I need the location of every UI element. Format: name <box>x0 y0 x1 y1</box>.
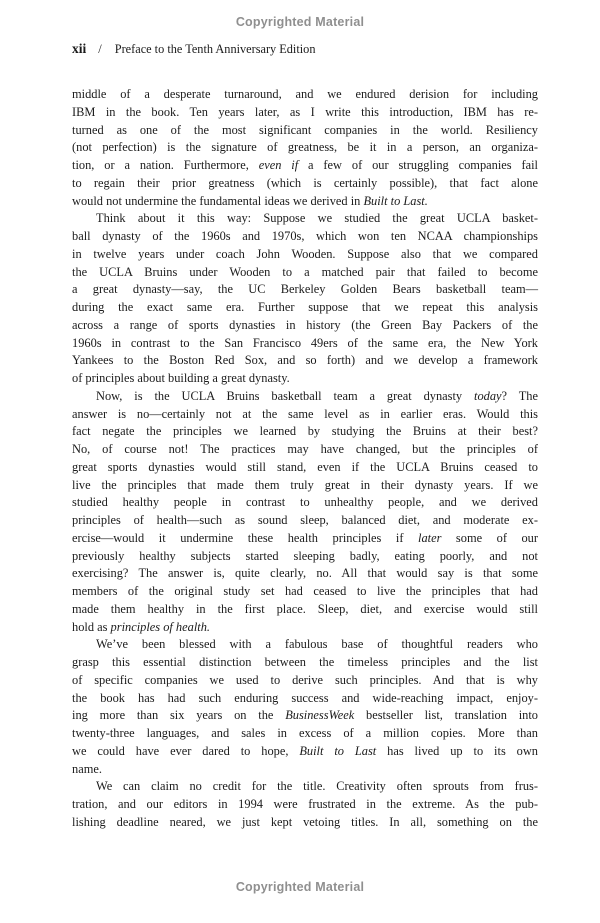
text-line: would not undermine the fundamental ideas we derived in Built to Last. <box>72 193 428 208</box>
text-line: previously healthy subjects started sleeping badly, eating poorly, and not <box>72 548 538 563</box>
text-line: name. <box>72 761 102 776</box>
text-line: ercise—would it undermine these health principles if later some of our <box>72 530 538 545</box>
paragraph <box>72 778 538 831</box>
text-line: tion, or a nation. Furthermore, even if a few of our struggling companies fail <box>72 158 538 172</box>
text-line: We can claim no credit for the title. Creativity often sprouts from frus- <box>96 779 538 794</box>
text-line: No, of course not! The practices may have changed, but the principles of <box>72 442 538 456</box>
text-line: turned as one of the most significant companies in the world. Resiliency <box>72 122 538 137</box>
text-line: ing more than six years on the BusinessWeek bestseller list, translation into <box>72 708 538 723</box>
text-line: of principles about building a great dynasty. <box>72 371 290 385</box>
text-line: a great dynasty—say, the UC Berkeley Golden Bears basketball team— <box>72 282 538 297</box>
text-line: in twelve years under coach John Wooden. Suppose also that we compared <box>72 246 538 261</box>
text-line: fact negate the principles we learned by studying the Bruins at their best? <box>72 424 538 439</box>
copyright-notice-bottom: Copyrighted Material <box>235 880 365 894</box>
paragraph <box>72 210 538 388</box>
header-separator: / <box>98 42 102 56</box>
text-line: during the exact same era. Further suppose that we repeat this analysis <box>72 300 538 314</box>
text-line: tration, and our editors in 1994 were frustrated in the extreme. As the pub- <box>72 797 538 811</box>
page-number: xii <box>72 41 87 56</box>
copyright-notice-top: Copyrighted Material <box>235 15 365 29</box>
text-line: lishing deadline neared, we just kept vetoing titles. In all, something on the <box>72 814 538 829</box>
running-title: Preface to the Tenth Anniversary Edition <box>114 42 316 56</box>
text-line: great sports dynasties would still stand, even if the UCLA Bruins ceased to <box>72 459 538 474</box>
text-line: across a range of sports dynasties in history (the Green Bay Packers of the <box>72 317 538 332</box>
text-line: members of the original study set had ceased to live the principles that had <box>72 584 538 598</box>
paragraph <box>72 388 538 637</box>
text-line: the book has had such enduring success and wide-reaching impact, enjoy- <box>72 690 538 705</box>
text-line: live the principles that made them truly great in their dynasty years. If we <box>72 477 538 492</box>
text-line: of specific companies we used to derive such principles. And that is why <box>72 672 538 687</box>
page-body <box>72 86 538 832</box>
text-line: middle of a desperate turnaround, and we endured derision for including <box>72 87 538 101</box>
text-line: IBM in the book. Ten years later, as I write this introduction, IBM has re- <box>72 104 538 119</box>
text-line: We’ve been blessed with a fabulous base of thoughtful readers who <box>96 637 538 652</box>
text-line: hold as principles of health. <box>72 619 211 634</box>
running-header <box>72 40 538 58</box>
text-line: (not perfection) is the signature of greatness, be it in a person, an organiza- <box>72 140 538 155</box>
text-line: studied healthy people in contrast to unhealthy people, and we derived <box>72 495 538 510</box>
text-line: we could have ever dared to hope, Built to Last has lived up to its own <box>72 743 539 758</box>
text-line: ball dynasty of the 1960s and 1970s, which won ten NCAA championships <box>72 229 538 243</box>
text-line: Now, is the UCLA Bruins basketball team a great dynasty today? The <box>96 388 538 403</box>
text-line: 1960s in contrast to the San Francisco 49ers of the same era, the New York <box>72 335 538 350</box>
text-line: answer is no—certainly not at the same level as in earlier eras. Would this <box>72 406 538 421</box>
text-line: Think about it this way: Suppose we studied the great UCLA basket- <box>96 211 538 226</box>
text-line: grasp this essential distinction between the timeless principles and the list <box>72 655 538 669</box>
paragraph <box>72 636 538 778</box>
text-line: principles of health—such as sound sleep, balanced diet, and moderate ex- <box>72 513 538 527</box>
text-line: the UCLA Bruins under Wooden to a matched pair that failed to become <box>72 264 538 279</box>
text-line: to regain their prior greatness (which is certainly possible), that fact alone <box>72 175 538 190</box>
text-line: Yankees to the Boston Red Sox, and so forth) and we develop a framework <box>72 353 538 368</box>
text-line: made them healthy in the first place. Sleep, diet, and exercise would still <box>72 601 538 616</box>
paragraph <box>72 86 538 210</box>
text-line: twenty-three languages, and sales in excess of a million copies. More than <box>72 726 538 740</box>
text-line: exercising? The answer is, quite clearly, no. All that would say is that some <box>72 566 538 581</box>
